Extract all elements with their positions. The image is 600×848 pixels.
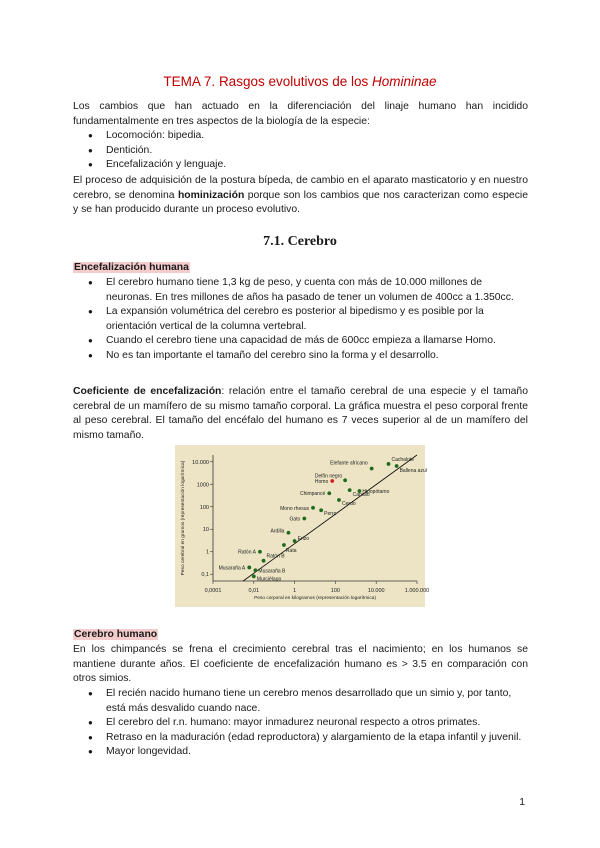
data-point — [282, 543, 286, 547]
data-point — [252, 575, 256, 579]
y-tick-label: 0,1 — [201, 572, 209, 579]
data-label: Ballena azul — [399, 467, 427, 474]
coeficiente-paragraph: Coeficiente de encefalización: relación entre el tamaño cerebral de una especie y el tamaño cerebral de un mamífero de su mismo tamaño corporal. La gráfica muestra el peso corporal frente al peso cerebral. El tamaño del encéfalo del humano es 7 veces superior al de un mamífero del mismo tamaño. — [73, 386, 528, 441]
data-point — [387, 462, 391, 466]
coeficiente-term: Coeficiente de encefalización — [73, 386, 222, 397]
data-label: Cachalote — [391, 456, 414, 463]
data-label: Musaraña A — [218, 565, 246, 572]
data-label: Hipopótamo — [362, 489, 390, 496]
data-label: Gato — [289, 516, 301, 523]
list-item: ● Dentición. — [73, 144, 528, 159]
data-point — [287, 531, 291, 535]
data-point — [337, 498, 341, 502]
encefalizacion-heading: Encefalización humana — [74, 262, 189, 273]
list-item: ● El cerebro humano tiene 1,3 kg de peso, y cuenta con más de 10.000 millones de neuronas. En tres millones de años ha pasado de tener un volumen de 400cc a 1.350cc. — [73, 276, 528, 305]
data-point — [258, 550, 262, 554]
brain-body-chart — [175, 445, 430, 607]
data-label: Chimpancé — [299, 491, 326, 498]
data-label: Homo — [314, 478, 329, 485]
page-number: 1 — [519, 797, 525, 808]
hominizacion-paragraph: El proceso de adquisición de la postura bípeda, de cambio en el aparato masticatorio y en nuestro cerebro, se denomina hominización porque son los cambios que nos caracterizan como especie y se han producido durante un proceso evolutivo. — [73, 175, 528, 216]
x-tick-label: 10.000 — [367, 588, 385, 594]
cerebro-humano-heading: Cerebro humano — [74, 629, 158, 640]
list-item: ● Cuando el cerebro tiene una capacidad de más de 600cc empieza a llamarse Homo. — [73, 334, 528, 349]
chart-marks — [219, 455, 427, 582]
x-axis-label: Peso corporal en kilogramos (representación logarítmica) — [254, 596, 376, 601]
y-tick-label: 100 — [199, 504, 209, 511]
data-point — [311, 506, 315, 510]
cerebro-humano-paragraph: En los chimpancés se frena el crecimiento cerebral tras el nacimiento; en los humanos se mantiene durante años. El coeficiente de encefalización humano es > 3.5 en comparación con otros simios. — [73, 644, 528, 685]
y-axis-label: Peso cerebral en gramos (representación logarítmica) — [181, 460, 186, 576]
data-label: Ratón A — [238, 549, 256, 556]
list-item: ● Locomoción: bipedia. — [73, 129, 528, 144]
hominizacion-term: hominización — [177, 189, 245, 201]
data-point — [395, 464, 399, 468]
list-item: ● El cerebro del r.n. humano: mayor inmadurez neuronal respecto a otros primates. — [73, 716, 528, 731]
list-item: ● Mayor longevidad. — [73, 745, 528, 760]
data-label: Musaraña B — [258, 568, 286, 575]
data-label: Mono rhesus — [280, 505, 310, 512]
data-point — [254, 568, 258, 572]
data-point — [348, 488, 352, 492]
list-item: ● El recién nacido humano tiene un cerebro menos desarrollado que un simio y, por tanto, está más desvalido cuando nace. — [73, 687, 528, 716]
data-label: Elefante africano — [330, 460, 368, 467]
x-tick-label: 100 — [330, 588, 340, 594]
data-label: Caballo — [352, 492, 370, 499]
data-label: Erizo — [297, 536, 310, 543]
intro-list — [73, 129, 528, 173]
x-tick-label: 0,01 — [248, 588, 260, 594]
intro-paragraph: Los cambios que han actuado en la diferenciación del linaje humano han incidido fundamentalmente en tres aspectos de la biología de la especie: — [73, 101, 528, 127]
data-label: Murciélago — [256, 576, 282, 583]
list-item: ● Encefalización y lenguaje. — [73, 158, 528, 173]
section-heading: 7.1. Cerebro — [263, 234, 337, 249]
y-tick-label: 10.000 — [192, 459, 209, 466]
data-label: Ardilla — [270, 528, 285, 535]
list-item: ● Retraso en la maduración (edad reproductora) y alargamiento de la etapa infantil y juvenil. — [73, 731, 528, 746]
data-point — [319, 508, 323, 512]
data-point — [302, 517, 306, 521]
y-tick-label: 10 — [202, 527, 209, 534]
data-point — [327, 491, 331, 495]
list-item: ● No es tan importante el tamaño del cerebro sino la forma y el desarrollo. — [73, 349, 528, 364]
page-title — [0, 74, 600, 89]
data-point — [343, 478, 347, 482]
title-text: TEMA 7. Rasgos evolutivos de los — [163, 74, 373, 89]
data-point — [370, 467, 374, 471]
data-point — [330, 479, 334, 483]
x-tick-label: 1 — [293, 588, 297, 594]
y-tick-label: 1 — [205, 549, 209, 556]
data-point — [262, 559, 266, 563]
data-point — [293, 539, 297, 543]
data-label: Ratón B — [266, 553, 285, 560]
data-point — [247, 566, 251, 570]
y-tick-label: 1000 — [196, 482, 209, 489]
chart-svg — [175, 445, 430, 607]
title-italic: Homininae — [372, 74, 437, 89]
data-label: Rata — [285, 547, 297, 554]
data-label: Cerdo — [341, 500, 356, 507]
chart-axes — [180, 455, 429, 601]
x-tick-label: 1.000.000 — [404, 588, 430, 594]
data-label: Delfín negro — [314, 473, 343, 480]
list-item: ● La expansión volumétrica del cerebro es posterior al bipedismo y es posible por la orientación vertical de la columna vertebral. — [73, 305, 528, 334]
encefalizacion-list — [73, 276, 528, 364]
x-tick-label: 0,0001 — [204, 588, 222, 594]
cerebro-humano-list — [73, 687, 528, 760]
data-label: Perro — [324, 511, 337, 518]
